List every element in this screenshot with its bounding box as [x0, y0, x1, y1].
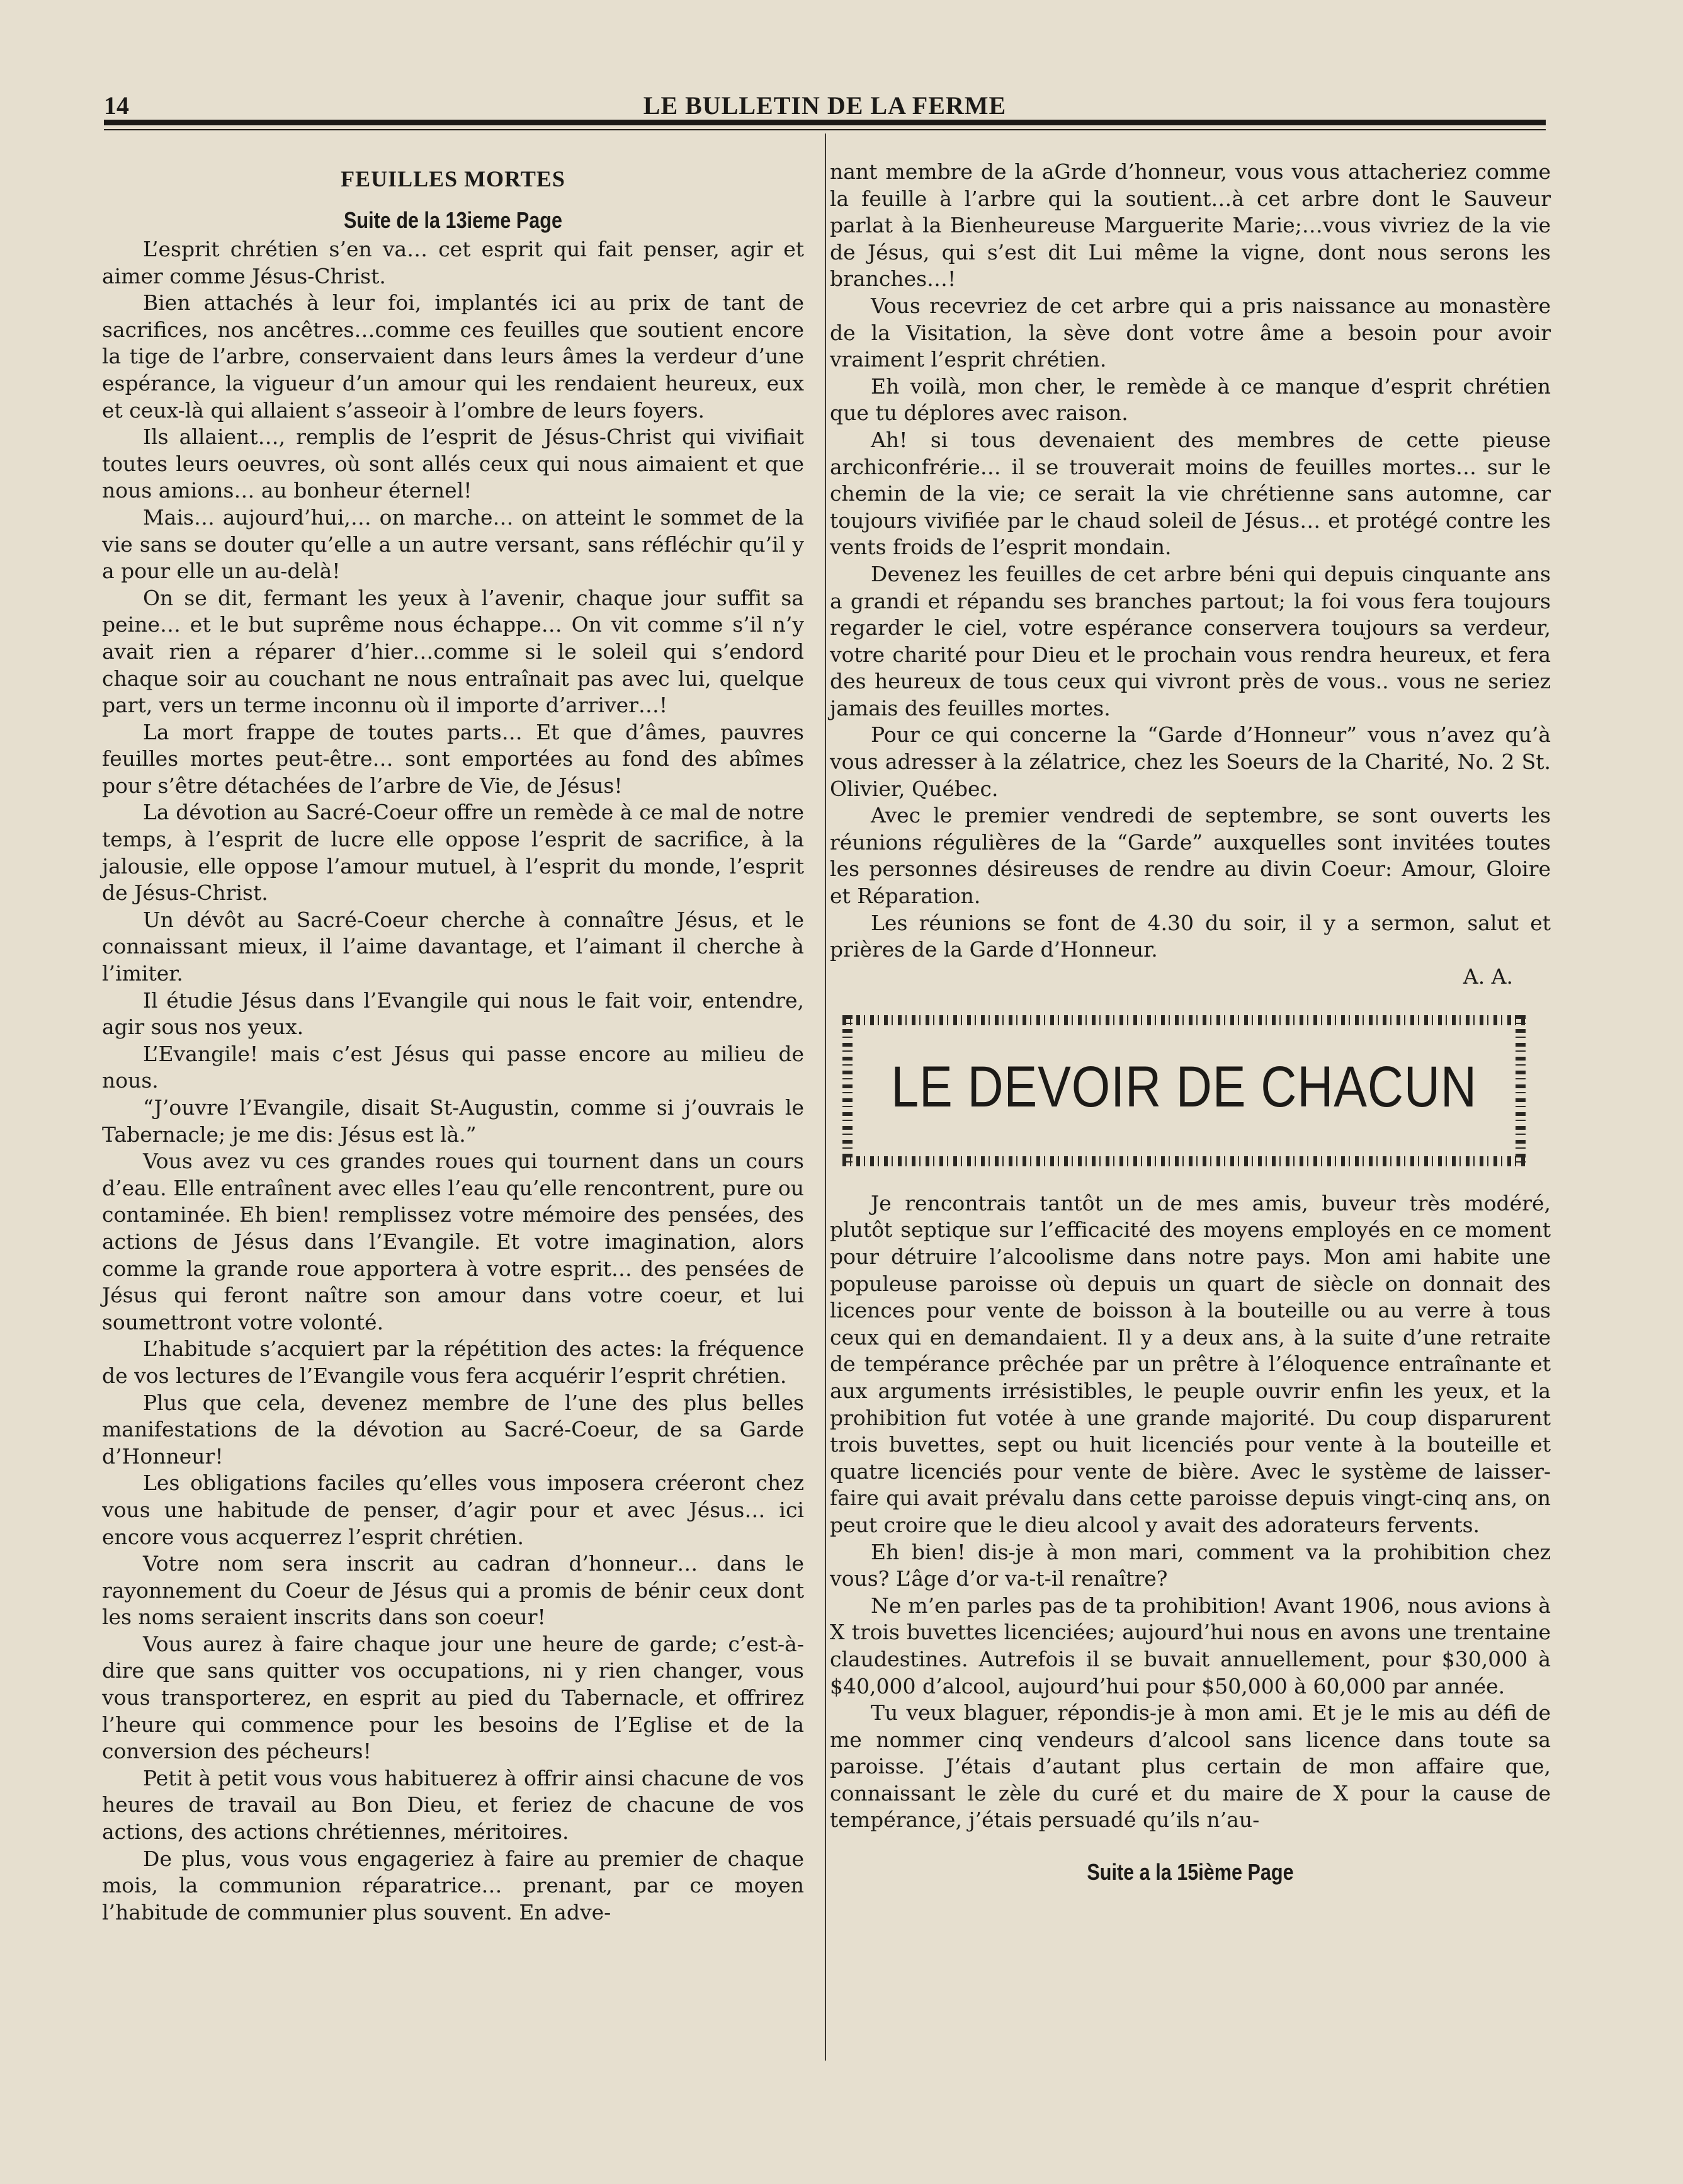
- paragraph: Petit à petit vous vous habituerez à offrir ainsi chacune de vos heures de travail au Bon Dieu, et feriez de chacune de vos actions, des actions chrétiennes, méritoires.: [102, 1765, 804, 1845]
- paragraph: Tu veux blaguer, répondis-je à mon ami. Et je le mis au défi de me nommer cinq vendeurs d’alcool sans licence dans toute sa paroisse. J’étais d’autant plus certain de mon affaire que, connaissant le zèle du curé et du maire de X pour la cause de tempérance, j’étais persuadé qu’ils n’au-: [830, 1700, 1551, 1833]
- article-body-right-continued: [830, 159, 1551, 964]
- paragraph: Bien attachés à leur foi, implantés ici au prix de tant de sacrifices, nos ancêtres…comme ces feuilles que soutient encore la tige de l’arbre, conservaient dans leurs âmes la verdeur d’une espérance, la vigueur d’un amour qui les rendaient heureux, eux et ceux-là qui allaient s’asseoir à l’ombre de leurs foyers.: [102, 290, 804, 423]
- column-divider: [825, 134, 826, 2061]
- paragraph: Eh bien! dis-je à mon mari, comment va la prohibition chez vous? L’âge d’or va-t-il renaître?: [830, 1539, 1551, 1591]
- paragraph: Eh voilà, mon cher, le remède à ce manque d’esprit chrétien que tu déplores avec raison.: [830, 373, 1551, 426]
- paragraph: Votre nom sera inscrit au cadran d’honneur… dans le rayonnement du Coeur de Jésus qui a promis de bénir ceux dont les noms seraient inscrits dans son coeur!: [102, 1551, 804, 1630]
- paragraph: Pour ce qui concerne la “Garde d’Honneur” vous n’avez qu’à vous adresser à la zélatrice, chez les Soeurs de la Charité, No. 2 St. Olivier, Québec.: [830, 722, 1551, 801]
- paragraph: L’habitude s’acquiert par la répétition des actes: la fréquence de vos lectures de l’Evangile vous fera acquérir l’esprit chrétien.: [102, 1336, 804, 1388]
- paragraph: Ne m’en parles pas de ta prohibition! Avant 1906, nous avions à X trois buvettes licenciées; aujourd’hui nous en avons une trentaine claudestines. Autrefois il se buvait annuellement, pour $30,000 à $40,000 d’alcool, aujourd’hui pour $50,000 à 60,000 par année.: [830, 1593, 1551, 1698]
- article-title-le-devoir-de-chacun: LE DEVOIR DE CHACUN: [891, 1054, 1477, 1119]
- paragraph: Vous aurez à faire chaque jour une heure de garde; c’est-à-dire que sans quitter vos occupations, ni y rien changer, vous vous transporterez, en esprit au pied du Tabernacle, et offrirez l’heure qui commence pour les besoins de l’Eglise et de la conversion des pécheurs!: [102, 1631, 804, 1764]
- article-body-left: [102, 236, 804, 1926]
- paragraph: Mais… aujourd’hui,… on marche… on atteint le sommet de la vie sans se douter qu’elle a un autre versant, sans réfléchir qu’il y a pour elle un au-delà!: [102, 504, 804, 584]
- paragraph: L’esprit chrétien s’en va… cet esprit qui fait penser, agir et aimer comme Jésus-Christ.: [102, 237, 804, 288]
- paragraph: Il étudie Jésus dans l’Evangile qui nous le fait voir, entendre, agir sous nos yeux.: [102, 987, 804, 1040]
- paragraph: De plus, vous vous engageriez à faire au premier de chaque mois, la communion réparatrice… prenant, par ce moyen l’habitude de communier plus souvent. En adve-: [102, 1846, 804, 1925]
- paragraph: nant membre de la aGrde d’honneur, vous vous attacheriez comme la feuille à l’arbre qui la soutient…à cet arbre dont le Sauveur parlat à la Bienheureuse Marguerite Marie;…vous vivriez de la vie de Jésus, qui s’est dit Lui même la vigne, dont nous serons les branches…!: [830, 159, 1551, 292]
- paragraph: Les réunions se font de 4.30 du soir, il y a sermon, salut et prières de la Garde d’Honneur.: [830, 910, 1551, 962]
- page-header: [104, 87, 1546, 125]
- article-body-devoir: [830, 1190, 1551, 1834]
- paragraph: On se dit, fermant les yeux à l’avenir, chaque jour suffit sa peine… et le but suprême nous échappe… On vit comme s’il n’y avait rien a réparer d’hier…comme si le soleil qui s’endord chaque soir au couchant ne nous entraînait pas avec lui, quelque part, vers un terme inconnu où il importe d’arriver…!: [102, 585, 804, 718]
- continued-to-label: Suite a la 15ième Page: [1087, 1859, 1294, 1885]
- ornamental-border-right: [1516, 1015, 1526, 1166]
- paragraph: Devenez les feuilles de cet arbre béni qui depuis cinquante ans a grandi et répandu ses branches partout; la foi vous fera toujours regarder le ciel, votre espérance conservera toujours sa verdeur, votre charité pour Dieu et le prochain vous rendra heureux, et fera des heureux de tous ceux qui vivront près de vous.. vous ne seriez jamais des feuilles mortes.: [830, 561, 1551, 720]
- header-rule-thin: [104, 129, 1546, 130]
- left-column: [102, 161, 804, 1926]
- paragraph: Ils allaient…, remplis de l’esprit de Jésus-Christ qui vivifiait toutes leurs oeuvres, où sont allés ceux qui nous aimaient et que nous amions… au bonheur éternel!: [102, 424, 804, 503]
- header-rule-thick: [104, 120, 1546, 125]
- paragraph: La dévotion au Sacré-Coeur offre un remède à ce mal de notre temps, à l’esprit de lucre elle oppose l’esprit de sacrifice, à la jalousie, elle oppose l’amour mutuel, à l’esprit du monde, l’esprit de Jésus-Christ.: [102, 800, 804, 906]
- paragraph: Ah! si tous devenaient des membres de cette pieuse archiconfrérie… il se trouverait moins de feuilles mortes… sur le chemin de la vie; ce serait la vie chrétienne sans automne, car toujours vivifiée par le chaud soleil de Jésus… et protégé contre les vents froids de l’esprit mondain.: [830, 427, 1551, 560]
- paragraph: Vous avez vu ces grandes roues qui tournent dans un cours d’eau. Elle entraînent avec elles l’eau qu’elle rencontrent, pure ou contaminée. Eh bien! remplissez votre mémoire des pensées, des actions de Jésus dans l’Evangile. Et votre imagination, alors comme la grande roue apportera à votre esprit… des pensées de Jésus qui feront naître son amour dans votre coeur, et lui soumettront votre volonté.: [102, 1149, 804, 1334]
- page-number: 14: [104, 91, 129, 120]
- ornamental-border-bottom: [842, 1156, 1526, 1166]
- paragraph: Plus que cela, devenez membre de l’une des plus belles manifestations de la dévotion au Sacré-Coeur, de sa Garde d’Honneur!: [102, 1390, 804, 1469]
- continued-from-label: Suite de la 13ieme Page: [344, 207, 562, 233]
- paragraph: La mort frappe de toutes parts… Et que d’âmes, pauvres feuilles mortes peut-être… sont emportées au fond des abîmes pour s’être détachées de l’arbre de Vie, de Jésus!: [102, 719, 804, 798]
- paragraph: Les obligations faciles qu’elles vous imposera créeront chez vous une habitude de penser, d’agir pour et avec Jésus… ici encore vous acquerrez l’esprit chrétien.: [102, 1470, 804, 1549]
- paragraph: “J’ouvre l’Evangile, disait St-Augustin, comme si j’ouvrais le Tabernacle; je me dis: Jésus est là.”: [102, 1095, 804, 1147]
- ornamental-border-top: [842, 1015, 1526, 1025]
- right-column: [830, 159, 1551, 1885]
- publication-title: LE BULLETIN DE LA FERME: [643, 91, 1007, 120]
- paragraph: L’Evangile! mais c’est Jésus qui passe encore au milieu de nous.: [102, 1041, 804, 1093]
- paragraph: Je rencontrais tantôt un de mes amis, buveur très modéré, plutôt septique sur l’efficacité des moyens employés en ce moment pour détruire l’alcoolisme dans notre pays. Mon ami habite une populeuse paroisse où depuis un quart de siècle on donnait des licences pour vente de boisson à la bouteille ou au verre à tous ceux qui en demandaient. Il y a deux ans, à la suite d’une retraite de tempérance prêchée par un prêtre à l’éloquence entraînante et aux arguments irrésistibles, le peuple ouvrir enfin les yeux, et la prohibition fut votée à une grande majorité. Du coup disparurent trois buvettes, sept ou huit licenciés pour vente à la bouteille et quatre licenciés pour vente de bière. Avec le système de laisser-faire qui avait prévalu dans cette paroisse depuis vingt-cinq ans, on peut croire que le dieu alcool y avait des adorateurs fervents.: [830, 1190, 1551, 1537]
- paragraph: Un dévôt au Sacré-Coeur cherche à connaître Jésus, et le connaissant mieux, il l’aime davantage, et l’aimant il cherche à l’imiter.: [102, 907, 804, 986]
- ornamental-border-left: [842, 1015, 853, 1166]
- article-title-box: [842, 1015, 1526, 1166]
- paragraph: Avec le premier vendredi de septembre, se sont ouverts les réunions régulières de la “Garde” auxquelles sont invitées toutes les personnes désireuses de rendre au divin Coeur: Amour, Gloire et Réparation.: [830, 803, 1551, 909]
- paragraph: Vous recevriez de cet arbre qui a pris naissance au monastère de la Visitation, la sève dont votre âme a besoin pour avoir vraiment l’esprit chrétien.: [830, 293, 1551, 372]
- article-title-feuilles-mortes: FEUILLES MORTES: [341, 166, 565, 191]
- article-signature: A. A.: [1463, 964, 1513, 989]
